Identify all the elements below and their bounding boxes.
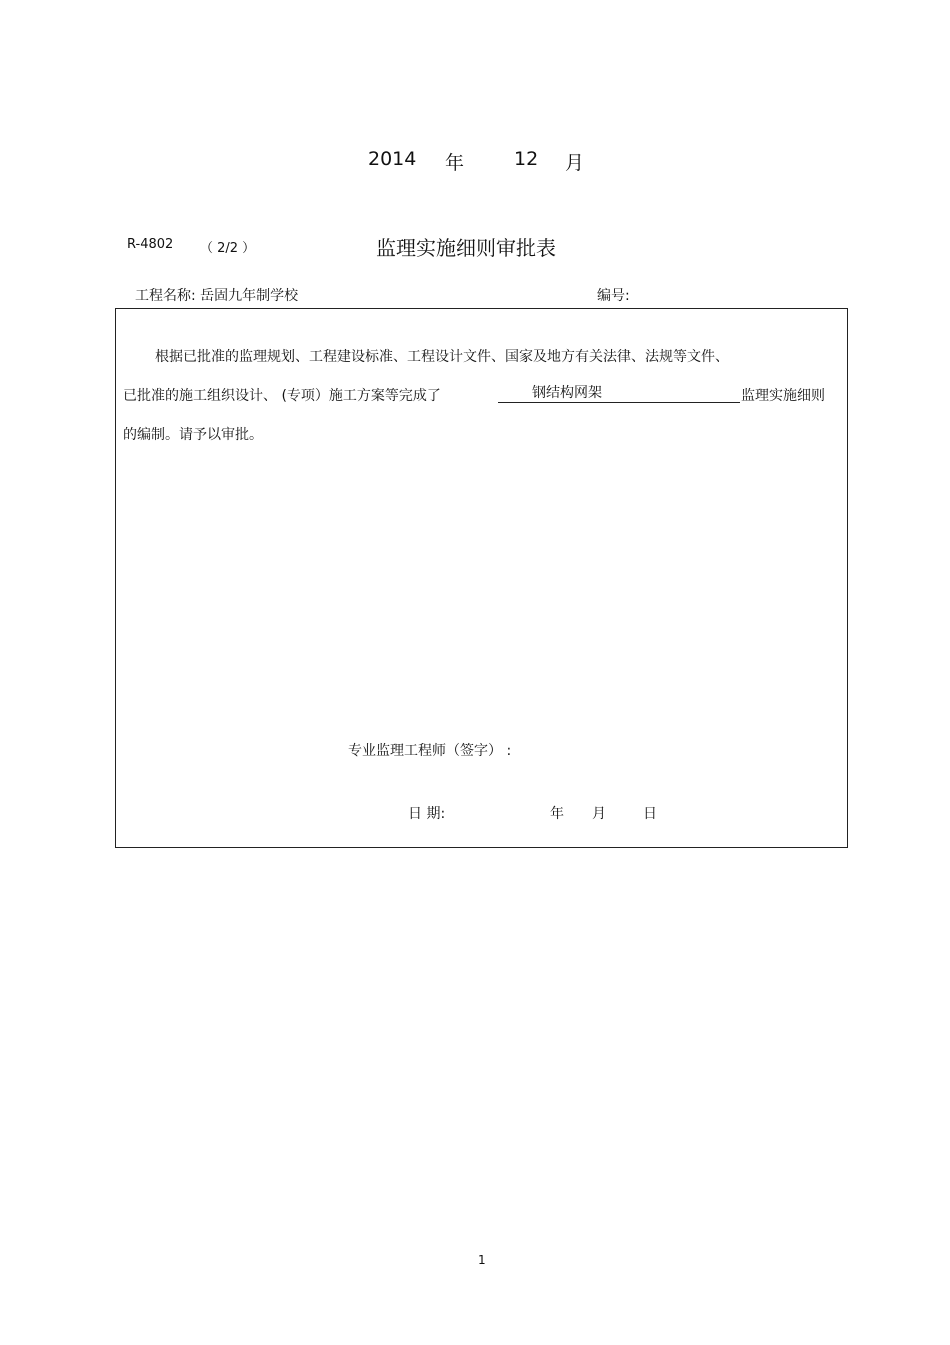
header-year-unit: 年 bbox=[445, 152, 465, 174]
header-year: 2014 bbox=[368, 148, 417, 170]
body-line-2-prefix: 已批准的施工组织设计、 (专项）施工方案等完成了 bbox=[123, 388, 441, 404]
specialty-fill-value: 钢结构网架 bbox=[532, 385, 602, 401]
sign-date-label: 日 期: bbox=[408, 806, 446, 822]
header-month: 12 bbox=[514, 148, 539, 170]
body-line-1: 根据已批准的监理规划、工程建设标准、工程设计文件、国家及地方有关法律、法规等文件、 bbox=[155, 349, 729, 365]
sign-date-month: 月 bbox=[592, 806, 606, 822]
form-page-indicator: （ 2/2 ） bbox=[200, 241, 256, 256]
signature-label: 专业监理工程师（签字） : bbox=[348, 743, 512, 759]
form-code: R-4802 bbox=[127, 237, 174, 252]
form-number-label: 编号: bbox=[597, 288, 630, 304]
form-title: 监理实施细则审批表 bbox=[376, 236, 556, 260]
header-month-unit: 月 bbox=[565, 152, 585, 174]
sign-date-year: 年 bbox=[550, 806, 564, 822]
body-line-3: 的编制。请予以审批。 bbox=[123, 427, 263, 443]
body-line-2-suffix: 监理实施细则 bbox=[741, 388, 825, 404]
sign-date-day: 日 bbox=[643, 806, 657, 822]
specialty-fill-field bbox=[498, 383, 740, 403]
project-name: 工程名称: 岳固九年制学校 bbox=[135, 288, 299, 304]
page-number: 1 bbox=[478, 1253, 486, 1267]
